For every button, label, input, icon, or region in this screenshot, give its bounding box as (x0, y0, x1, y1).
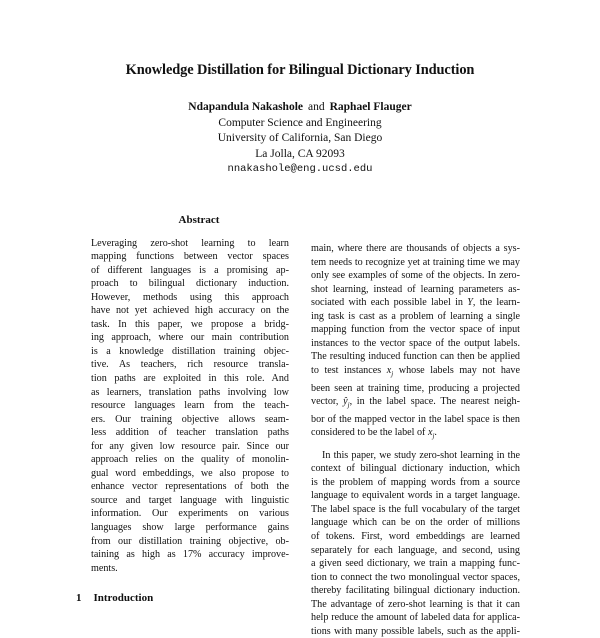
abstract-line: approach relies on the quality of monolin- (91, 454, 289, 466)
body-text-line: language to equivalent words in a target language. (311, 490, 520, 502)
abstract-line: Leveraging zero-shot learning to learn (91, 237, 289, 249)
body-text-line: shot learning, instead of learning parameters as- (311, 283, 520, 295)
abstract-line: enhance vector representations of both the (91, 481, 289, 493)
abstract-line: ments. (91, 562, 118, 574)
body-text-line: tem needs to recognize yet at training time we may (311, 256, 520, 268)
abstract-line: is a knowledge distillation training objec- (91, 345, 289, 357)
body-text-line: separately for each language, and second, using (311, 544, 520, 556)
abstract-line: source and target language with linguistic (91, 494, 289, 506)
abstract-line: as learners, translation paths involving low (91, 386, 289, 398)
abstract-line: tive. As teachers, rich resource transla- (91, 359, 289, 371)
section-number: 1 (76, 592, 82, 604)
paper-title: Knowledge Distillation for Bilingual Dictionary Induction (125, 62, 475, 78)
abstract-heading: Abstract (178, 214, 220, 226)
body-text-line: The label space is the full vocabulary of the target (311, 503, 520, 515)
abstract-body (91, 237, 289, 576)
body-text-line: The advantage of zero-shot learning is that it can (311, 598, 520, 610)
body-text-line: instances to the vector space of the output labels. (311, 337, 520, 349)
body-text-line: only see examples of some of the objects. In zero- (311, 270, 520, 282)
author-email: nnakashole@eng.ucsd.edu (227, 163, 373, 176)
section-title: Introduction (93, 592, 154, 604)
body-text-line: context of bilingual dictionary induction, which (311, 463, 520, 475)
abstract-line: resource languages learn from the teach- (91, 400, 289, 412)
abstract-line: tion paths are exploited in this role. And (91, 373, 289, 385)
abstract-line: taining as high as 17% accuracy improve- (91, 549, 289, 561)
body-text-line: tions with many possible labels, such as the appli- (311, 625, 520, 637)
body-text-line: to test instances $x_j$ whose labels may not have (311, 364, 520, 378)
author-line (0, 100, 600, 116)
abstract-line: proach to bilingual dictionary induction. (91, 278, 289, 290)
body-text-line: main, where there are thousands of objects a sys- (311, 243, 520, 254)
abstract-line: mapping functions between vector spaces (91, 251, 289, 263)
author-conjunction: and (308, 101, 325, 113)
body-text-line: The resulting induced function can then be applied (311, 351, 520, 363)
body-text-line: been seen at training time, producing a projected (311, 382, 520, 394)
section-heading-introduction (76, 592, 153, 604)
body-text-line: sociated with each possible label in Y, the learn- (311, 297, 520, 309)
body-text-line: tion to connect the two monolingual vector spaces, (311, 571, 520, 583)
body-text-line: mapping function from the vector space of input (311, 324, 520, 336)
body-text-line: language which can be on the order of millions (311, 517, 520, 529)
body-text-line: of tokens. First, word embeddings are learned (311, 531, 520, 543)
abstract-line: languages show large performance gains (91, 522, 289, 534)
body-text-line: ing task is cast as a problem of learning a single (311, 310, 520, 322)
body-text-line: considered to be the label of $x_j$. (311, 427, 437, 441)
author-block (0, 100, 600, 178)
abstract-line: for any given low resource pair. Since our (91, 440, 289, 452)
affiliation-line: Computer Science and Engineering (218, 116, 382, 129)
body-text-line: help reduce the amount of labeled data for applica- (311, 612, 520, 624)
abstract-line: ers. Our training objective allows seam- (91, 413, 289, 425)
abstract-line: from our distillation training objective, ob- (91, 535, 289, 547)
body-text-line: thereby facilitating bilingual dictionary induction. (311, 585, 520, 597)
body-text-line: a given seed dictionary, we train a mapping func- (311, 558, 520, 570)
body-text-line: In this paper, we study zero-shot learning in the (322, 449, 520, 461)
abstract-line: information. Our experiments on various (91, 508, 289, 520)
body-text-line: bor of the mapped vector in the label space is then (311, 413, 520, 425)
body-text-line: vector, $ŷ_j$, in the label space. The nearest neigh- (311, 396, 520, 410)
author-name-1: Ndapandula Nakashole (188, 101, 303, 113)
abstract-line: task. In this paper, we propose a bridg- (91, 318, 289, 330)
abstract-line: gual word embeddings, we also propose to (91, 467, 289, 479)
left-column (88, 214, 310, 575)
author-name-2: Raphael Flauger (329, 101, 412, 113)
abstract-line: less addition of teacher translation paths (91, 427, 289, 439)
abstract-line: ing approach, where our main contribution (91, 332, 289, 344)
abstract-line: of different languages is a promising ap- (91, 264, 289, 276)
abstract-line: have not yet achieved high accuracy on the (91, 305, 289, 317)
affiliation-line: La Jolla, CA 92093 (255, 147, 345, 160)
body-text-line: is the problem of mapping words from a source (311, 476, 520, 488)
abstract-line: However, methods using this approach (91, 291, 289, 303)
right-column (311, 242, 520, 638)
affiliation-line: University of California, San Diego (217, 132, 383, 145)
